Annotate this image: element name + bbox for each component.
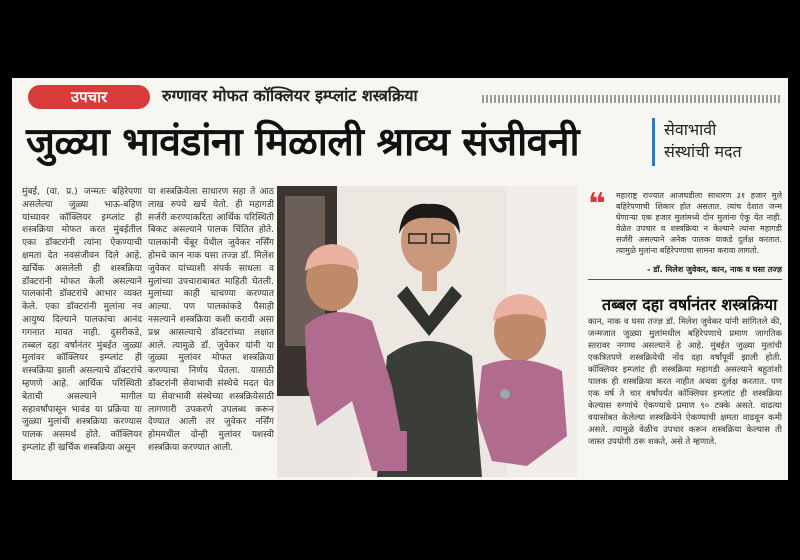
dotted-rule [482, 95, 782, 103]
section-heading: तब्बल दहा वर्षानंतर शस्त्रक्रिया [602, 295, 778, 314]
sidebar-divider [652, 118, 655, 166]
quote-mark-icon: ❝ [588, 187, 606, 222]
section-divider [588, 279, 782, 280]
headline: जुळ्या भावंडांना मिळाली श्राव्य संजीवनी [26, 120, 580, 165]
pull-quote: महाराष्ट्र राज्यात आजघडीला साधारण ३१ हजार मुले बहिरेपणाची शिकार होत असतात. त्यांच देशात जन्म घेणाऱ्या एक हजार मुलांमध्ये दोन मुलांना ऐकू येत नाही. वेळेत उपचार व शस्त्रक्रिया न केल्याने त्यांना महागडी सर्जरी असल्याने अनेक पालक याकडे दुर्लक्ष करतात. त्यामुळे मुलांना बहिरेपणाचा सामना करावा लागतो. [616, 191, 782, 255]
quote-attribution: - डॉ. मिलेश जुवेकर, कान, नाक व घसा तज्ज्ञ [647, 265, 782, 274]
section-ribbon: उपचार [28, 85, 150, 109]
article-column-2: या शस्त्रक्रियेला साधारण सहा ते आठ लाख रुपये खर्च येतो. ही महागडी सर्जरी करण्याकरिता आर्थिक परिस्थिती बिकट असल्याने पालक चिंतित होते. पालकांनी चेंबूर येथील जुवेकर नर्सिंग होमचे कान नाक घसा तज्ज्ञ डॉ. मिलेश जुवेकर यांच्याशी संपर्क साधला व मुलांच्या उपचाराबाबत माहिती घेतली. मुलांच्या काही चाचण्या करण्यात आल्या. पण पालकांकडे पैसाही नसल्याने शस्त्रक्रिया कशी करावी असा प्रश्न आसल्याचे डॉक्टरांच्या लक्षात आले. त्यामुळे डॉ. जुवेकर यांनी या जुळ्या मुलांवर मोफत शस्त्रक्रिया करण्याचा निर्णय घेतला. यासाठी डॉक्टरांनी सेवाभावी संस्थेचे मदत घेत या सेवाभावी संस्थेच्या शस्त्रक्रियेसाठी लागणारी उपकरणे उपलब्ध करून देण्यात आली तर जुवेकर नर्सिंग होममधील दोन्ही मुलांवर यशस्वी शस्त्रक्रिया करण्यात आली. [148, 187, 274, 453]
section-body: कान, नाक व घसा तज्ज्ञ डॉ. मिलेश जुवेकर यांनी सांगितले की, जन्मजात जुळ्या मुलांमधील बहिरेपणाचे प्रमाण जागतिक स्तरावर नगण्य असल्याने हे आहे. मुंबईत जुळ्या मुलांची एकत्रितपणे शस्त्रक्रियेची नोंद दहा वर्षांपूर्वी झाली होती. कॉक्लियर इम्प्लांट ही शस्त्रक्रिया महागडी असल्याने बहुतांशी पालक ही शस्त्रक्रिया करत नाहीत अथवा दुर्लक्ष करतात. पण एक वर्ष ते चार वर्षांपर्यंत कॉक्लियर इम्प्लांट ही शस्त्रक्रिया केल्यास रुग्णांचे ऐकण्याचे प्रमाण ९० टक्के असते. वाढत्या वयासोबत केलेल्या शस्त्रक्रियेने ऐकण्याची क्षमता वाढवून कमी असते. त्यामुळे वेळीच उपचार करून शस्त्रक्रिया केल्यास ती जास्त उपयोगी ठरू शकते, असे ते म्हणाले. [588, 317, 782, 447]
photo-illustration [277, 186, 577, 477]
subheadline: रुग्णावर मोफत कॉक्लियर इम्प्लांट शस्त्रक्रिया [162, 86, 418, 105]
newspaper-clipping [12, 78, 788, 480]
sidebar-line-2: संस्थांची मदत [664, 142, 742, 161]
article-photo [277, 186, 577, 477]
sidebar-line-1: सेवाभावी [664, 120, 717, 139]
article-column-1: मुंबई, (वा. प्र.) जन्मतः बहिरेपणा असलेल्या जुळ्या भाऊ-बहिण यांच्यावर कॉक्लियर इम्प्लांट ही शस्त्रक्रिया मोफत करत मुंबईतील एका डॉक्टरांनी त्यांना ऐकण्याची क्षमता देत नवसंजीवन दिले आहे. खर्चिक असलेली ही शस्त्रक्रिया डॉक्टरांनी मोफत केली असल्याने पालकांनी डॉक्टरांचे आभार व्यक्त केले. एका डॉक्टरांनी मुलांना नव आयुष्य दिल्याने पालकांचा आनंद गगनात मावत नाही. दुसरीकडे, तब्बल दहा वर्षानंतर मुंबईत जुळ्या मुलांवर कॉक्लियर इम्प्लांट ही शस्त्रक्रिया झाली असल्याचे डॉक्टरांचे म्हणणे आहे. आर्थिक परिस्थिती बेताची असल्याने मागील सहावर्षांपासून भावंड या प्रक्रिया या जुळ्या मुलांची शस्त्रक्रिया करण्यास पालक असमर्थ होते. कॉक्लियर इम्प्लांट ही खर्चिक शस्त्रक्रिया असून [22, 187, 142, 453]
